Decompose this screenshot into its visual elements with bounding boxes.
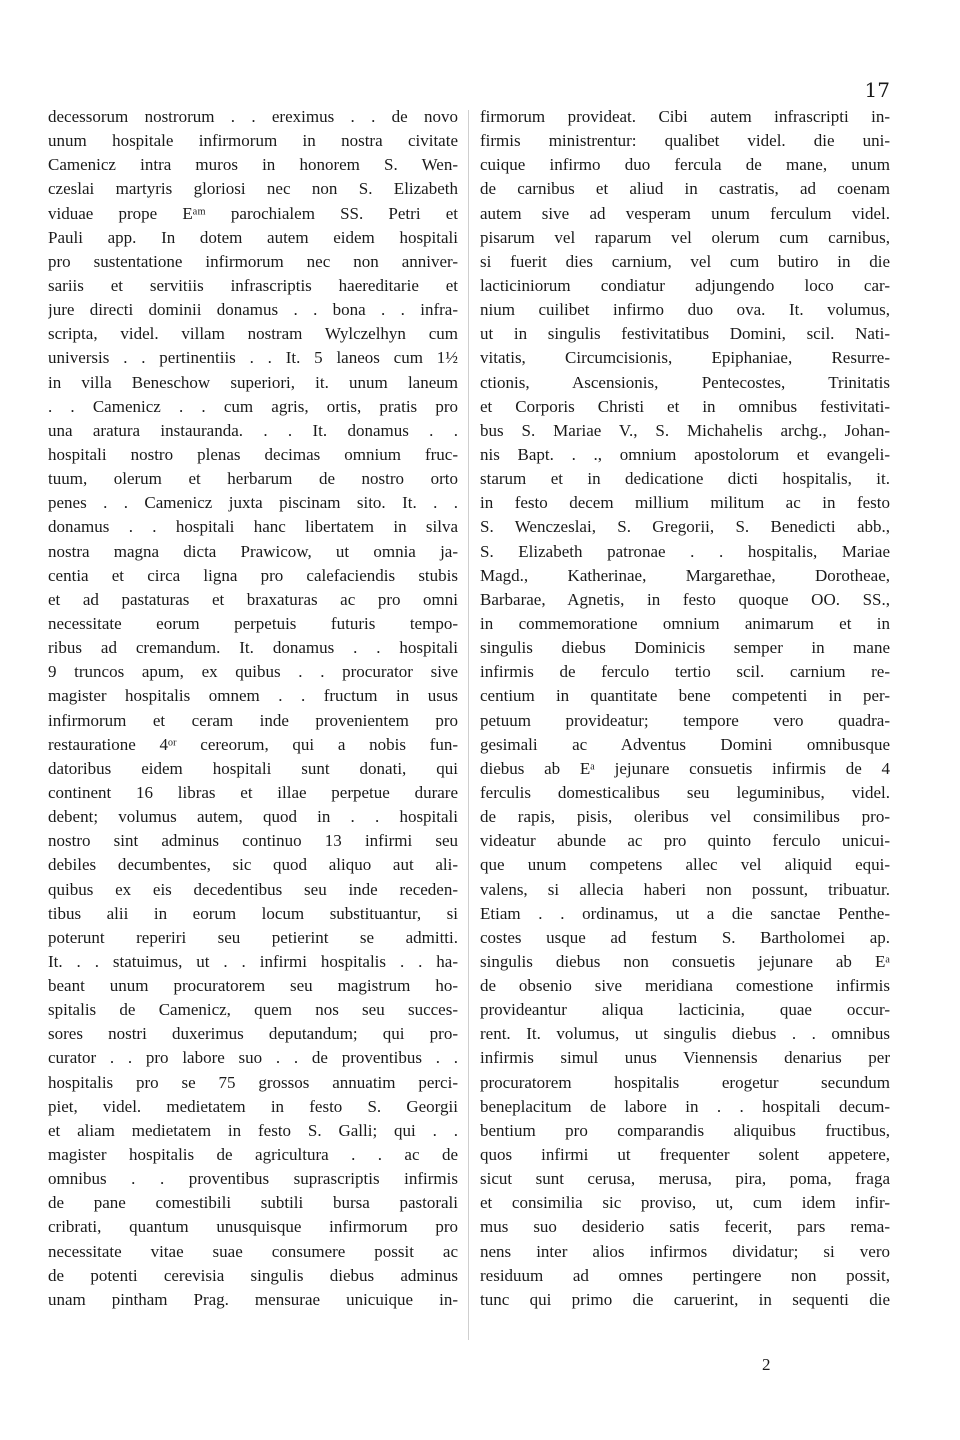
right-column-text-line: nens inter alios infirmos dividatur; si vero bbox=[480, 1241, 890, 1261]
right-column-text-line: vitatis, Circumcisionis, Epiphaniae, Resurre- bbox=[480, 348, 890, 368]
left-column-text-line: in villa Beneschow superiori, it. unum laneum bbox=[48, 372, 458, 392]
right-column-text-line: cuique infirmo duo fercula de mane, unum bbox=[480, 155, 890, 175]
left-column-text-line: ribus ad cremandum. It. donamus . . hospitali bbox=[48, 638, 458, 658]
right-column-text-line: pisarum vel raparum vel olerum cum carnibus, bbox=[480, 227, 890, 247]
left-column-text-line: una aratura instauranda. . . It. donamus . . bbox=[48, 420, 458, 440]
right-column-text-line: residuum ad omnes pertingere non possit, bbox=[480, 1265, 890, 1285]
right-column-text-line: de obsenio sive meridiana comestione infirmis bbox=[480, 976, 890, 996]
right-column-text-line: starum et in dedicatione dicti hospitalis, it. bbox=[480, 469, 890, 489]
right-column-text-line: Etiam . . ordinamus, ut a die sanctae Penthe- bbox=[480, 903, 890, 923]
right-column-text-line: firmorum provideat. Cibi autem infrascripti in- bbox=[480, 107, 890, 126]
left-column-text-line: piet, videl. medietatem in festo S. Georgii bbox=[48, 1096, 458, 1116]
right-column-text-line: in festo decem millium militum ac in festo bbox=[480, 493, 890, 513]
left-column-text-line: Pauli app. In dotem autem eidem hospitali bbox=[48, 227, 458, 247]
right-column-text-line: quos infirmi ut frequenter solent appetere, bbox=[480, 1145, 890, 1165]
left-column-text-line: . . Camenicz . . cum agris, ortis, pratis pro bbox=[48, 396, 458, 416]
right-column-text-line: que unum competens allec vel aliquid equi- bbox=[480, 855, 890, 875]
left-column-text-line: debent; volumus autem, quod in . . hospitali bbox=[48, 807, 458, 827]
left-column-text-line: sores nostri duxerimus deputandum; qui pro- bbox=[48, 1024, 458, 1044]
right-column-text-line: rent. It. volumus, ut singulis diebus . . omnibus bbox=[480, 1024, 890, 1044]
right-column-text-line: beneplacitum de labore in . . hospitali decum- bbox=[480, 1096, 890, 1116]
left-column-text-line: beant unum procuratorem seu magistrum ho- bbox=[48, 976, 458, 996]
left-column-text-line: sariis et servitiis infrascriptis haereditarie et bbox=[48, 275, 458, 295]
right-column-text-line: bus S. Mariae V., S. Michahelis archg., Johan- bbox=[480, 420, 890, 440]
right-column-text-line: S. Wenczeslai, S. Gregorii, S. Benedicti abb., bbox=[480, 517, 890, 537]
left-column-text-line: tuum, olerum et herbarum de nostro orto bbox=[48, 469, 458, 489]
left-column-text-line: centia et circa ligna pro calefaciendis stubis bbox=[48, 565, 458, 585]
right-column-text-line: procuratorem hospitalis erogetur secundum bbox=[480, 1072, 890, 1092]
left-column-text-line: viduae prope Eᵃᵐ parochialem SS. Petri et bbox=[48, 203, 458, 223]
right-column-text-line: ferculis domesticalibus seu leguminibus, videl. bbox=[480, 782, 890, 802]
left-column-text-line: 9 truncos apum, ex quibus . . procurator sive bbox=[48, 662, 458, 682]
column-divider bbox=[468, 110, 469, 1340]
left-column-text-line: et ad pastaturas et braxaturas ac pro omni bbox=[48, 589, 458, 609]
left-column-text-line: poterunt reperiri seu petierint se admitti. bbox=[48, 927, 458, 947]
right-column-text-line: sicut sunt cerusa, merusa, pira, poma, fraga bbox=[480, 1169, 890, 1189]
left-column-text-line: infirmorum et ceram inde provenientem pro bbox=[48, 710, 458, 730]
right-column-text-line: centium in quantitate bene competenti in per- bbox=[480, 686, 890, 706]
left-column-text-line: magister hospitalis de agricultura . . ac de bbox=[48, 1145, 458, 1165]
left-column-text-line: jure directi dominii donamus . . bona . . infra- bbox=[48, 300, 458, 320]
left-column-text-line: de potenti cerevisia singulis diebus adminus bbox=[48, 1265, 458, 1285]
right-column-text-line: diebus ab Eᵃ jejunare consuetis infirmis de 4 bbox=[480, 758, 890, 778]
right-column-text-line: si fuerit dies carnium, vel cum butiro in die bbox=[480, 251, 890, 271]
right-column-text-line: autem sive ad vesperam unum ferculum videl. bbox=[480, 203, 890, 223]
right-column-text-line: lacticiniorum condiatur adjungendo loco car- bbox=[480, 275, 890, 295]
left-column-text-line: quibus ex eis decedentibus seu inde receden- bbox=[48, 879, 458, 899]
right-column-text-line: de rapis, pisis, oleribus vel consimilibus pro- bbox=[480, 807, 890, 827]
left-column-text-line: omnibus . . proventibus suprascriptis infirmis bbox=[48, 1169, 458, 1189]
left-column-text-line: pro sustentatione infirmorum nec non anniver- bbox=[48, 251, 458, 271]
right-column-text-line: infirmis simul unus Viennensis denarius per bbox=[480, 1048, 890, 1068]
right-column bbox=[480, 105, 890, 1312]
right-column-text-line: nis Bapt. . ., omnium apostolorum et evangeli- bbox=[480, 444, 890, 464]
left-column-text-line: et aliam medietatem in festo S. Galli; qui . . bbox=[48, 1120, 458, 1140]
left-column-text-line: spitalis de Camenicz, quem nos seu succes- bbox=[48, 1000, 458, 1020]
right-column-text-line: mus suo desiderio satis fecerit, pars rema- bbox=[480, 1217, 890, 1237]
signature-mark: 2 bbox=[762, 1355, 771, 1374]
left-column-text-line: universis . . pertinentiis . . It. 5 laneos cum 1½ bbox=[48, 348, 458, 368]
left-column-text-line: nostra magna dicta Prawicow, ut omnia ja- bbox=[48, 541, 458, 561]
left-column-text-line: necessitate eorum perpetuis futuris tempo- bbox=[48, 613, 458, 633]
right-column-text-line: in commemoratione omnium animarum et in bbox=[480, 613, 890, 633]
right-column-text-line: et Corporis Christi et in omnibus festivitati- bbox=[480, 396, 890, 416]
left-column-text-line: magister hospitalis omnem . . fructum in usus bbox=[48, 686, 458, 706]
right-column-text-line: costes usque ad festum S. Bartholomei ap. bbox=[480, 927, 890, 947]
left-column-text-line: czeslai martyris gloriosi nec non S. Elizabeth bbox=[48, 179, 458, 199]
right-column-text-line: nium cuilibet infirmo duo ova. It. volumus, bbox=[480, 300, 890, 320]
right-column-text-line: bentium pro comparandis aliquibus fructibus, bbox=[480, 1120, 890, 1140]
left-column-text-line: de pane comestibili subtili bursa pastorali bbox=[48, 1193, 458, 1213]
right-column-text-line: de carnibus et aliud in castratis, ad coenam bbox=[480, 179, 890, 199]
right-column-text-line: ctionis, Ascensionis, Pentecostes, Trinitatis bbox=[480, 372, 890, 392]
right-column-text-line: S. Elizabeth patronae . . hospitalis, Mariae bbox=[480, 541, 890, 561]
right-column-text-line: firmis ministrentur: qualibet videl. die uni- bbox=[480, 131, 890, 151]
left-column-text-line: donamus . . hospitali hanc libertatem in silva bbox=[48, 517, 458, 537]
left-column-text-line: Camenicz intra muros in honorem S. Wen- bbox=[48, 155, 458, 175]
left-column-text-line: penes . . Camenicz juxta piscinam sito. It. . . bbox=[48, 493, 458, 513]
left-column-text-line: restauratione 4ᵒʳ cereorum, qui a nobis fun- bbox=[48, 734, 458, 754]
right-column-text-line: singulis diebus non consuetis jejunare ab Eᵃ bbox=[480, 951, 890, 971]
left-column-text-line: necessitate vitae suae consumere possit ac bbox=[48, 1241, 458, 1261]
left-column-text-line: curator . . pro labore suo . . de proventibus . . bbox=[48, 1048, 458, 1068]
left-column-text-line: continent 16 libras et illae perpetue durare bbox=[48, 782, 458, 802]
left-column-text-line: hospitali nostro plenas decimas omnium fruc- bbox=[48, 444, 458, 464]
left-column-text-line: datoribus eidem hospitali sunt donati, qui bbox=[48, 758, 458, 778]
right-column-text-line: valens, si allecia haberi non possunt, tribuatur. bbox=[480, 879, 890, 899]
right-column-text-line: tunc qui primo die caruerint, in sequenti die bbox=[480, 1289, 890, 1309]
left-column-text-line: nostro sint adminus continuo 13 infirmi seu bbox=[48, 831, 458, 851]
right-column-text-line: videatur abunde ac pro quinto ferculo unicui- bbox=[480, 831, 890, 851]
right-column-text-line: Magd., Katherinae, Margarethae, Dorotheae, bbox=[480, 565, 890, 585]
left-column-text-line: decessorum nostrorum . . ereximus . . de novo bbox=[48, 107, 458, 126]
left-column-text-line: hospitalis pro se 75 grossos annuatim perci- bbox=[48, 1072, 458, 1092]
right-column-text-line: infirmis de ferculo tertio scil. carnium re- bbox=[480, 662, 890, 682]
left-column-text-line: scripta, videl. villam nostram Wylczelhyn cum bbox=[48, 324, 458, 344]
left-column-text-line: unam pintham Prag. mensurae unicuique in- bbox=[48, 1289, 458, 1309]
right-column-text-line: provideantur aliqua lacticinia, quae occur- bbox=[480, 1000, 890, 1020]
left-column-text-line: unum hospitale infirmorum in nostra civitate bbox=[48, 131, 458, 151]
right-column-text-line: ut in singulis festivitatibus Domini, scil. Nati- bbox=[480, 324, 890, 344]
left-column-text-line: tibus alii in eorum locum substituantur, si bbox=[48, 903, 458, 923]
right-column-text-line: Barbarae, Agnetis, in festo quoque OO. SS., bbox=[480, 589, 890, 609]
left-column-text-line: debiles decumbentes, sic quod aliquo aut ali- bbox=[48, 855, 458, 875]
left-column bbox=[48, 105, 458, 1312]
page-number: 17 bbox=[864, 78, 890, 102]
left-column-text-line: It. . . statuimus, ut . . infirmi hospitalis . . ha- bbox=[48, 951, 458, 971]
right-column-text-line: gesimali ac Adventus Domini omnibusque bbox=[480, 734, 890, 754]
right-column-text-line: singulis diebus Dominicis semper in mane bbox=[480, 638, 890, 658]
left-column-text-line: cribrati, quantum unusquisque infirmorum pro bbox=[48, 1217, 458, 1237]
right-column-text-line: et consimilia sic proviso, ut, cum idem infir- bbox=[480, 1193, 890, 1213]
right-column-text-line: petuum provideatur; tempore vero quadra- bbox=[480, 710, 890, 730]
